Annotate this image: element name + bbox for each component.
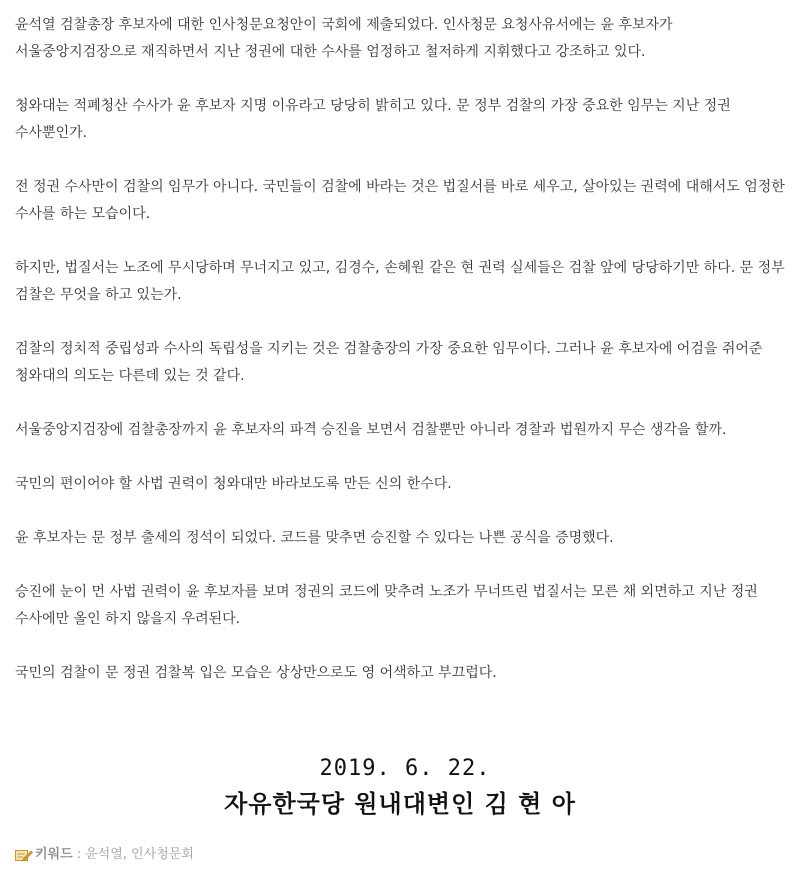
keyword-label: 키워드	[35, 847, 73, 862]
signature-block	[0, 752, 810, 822]
keyword-bar	[15, 844, 194, 866]
paragraph: 승진에 눈이 먼 사법 권력이 윤 후보자를 보며 정권의 코드에 맞추려 노조가 무너뜨린 법질서는 모른 채 외면하고 지난 정권 수사에만 올인 하지 않을지 우려된다.	[15, 584, 758, 627]
pencil-note-icon	[15, 848, 33, 862]
paragraph: 윤석열 검찰총장 후보자에 대한 인사청문요청안이 국회에 제출되었다. 인사청문 요청사유서에는 윤 후보자가 서울중앙지검장으로 재직하면서 지난 정권에 대한 수사를 엄정하고 철저하게 지휘했다고 강조하고 있다.	[15, 17, 673, 60]
paragraph: 국민의 검찰이 문 정권 검찰복 입은 모습은 상상만으로도 영 어색하고 부끄럽다.	[15, 665, 497, 681]
paragraph: 전 정권 수사만이 검찰의 임무가 아니다. 국민들이 검찰에 바라는 것은 법질서를 바로 세우고, 살아있는 권력에 대해서도 엄정한 수사를 하는 모습이다.	[15, 179, 785, 222]
signature-date: 2019. 6. 22.	[319, 756, 491, 781]
keyword-values[interactable]: 윤석열, 인사청문회	[85, 847, 194, 862]
keyword-separator: :	[76, 847, 82, 862]
paragraph: 검찰의 정치적 중립성과 수사의 독립성을 지키는 것은 검찰총장의 가장 중요한 임무이다. 그러나 윤 후보자에 어검을 쥐어준 청와대의 의도는 다른데 있는 것 같다.	[15, 341, 763, 384]
press-release-body	[15, 12, 795, 687]
paragraph: 윤 후보자는 문 정부 출세의 정석이 되었다. 코드를 맞추면 승진할 수 있다는 나쁜 공식을 증명했다.	[15, 530, 614, 546]
paragraph: 청와대는 적폐청산 수사가 윤 후보자 지명 이유라고 당당히 밝히고 있다. 문 정부 검찰의 가장 중요한 임무는 지난 정권 수사뿐인가.	[15, 98, 731, 141]
paragraph: 하지만, 법질서는 노조에 무시당하며 무너지고 있고, 김경수, 손혜원 같은 현 권력 실세들은 검찰 앞에 당당하기만 하다. 문 정부 검찰은 무엇을 하고 있는가.	[15, 260, 785, 303]
paragraph: 서울중앙지검장에 검찰총장까지 윤 후보자의 파격 승진을 보면서 검찰뿐만 아니라 경찰과 법원까지 무슨 생각을 할까.	[15, 422, 727, 438]
signature-name: 자유한국당 원내대변인 김 현 아	[224, 790, 576, 818]
paragraph: 국민의 편이어야 할 사법 권력이 청와대만 바라보도록 만든 신의 한수다.	[15, 476, 452, 492]
